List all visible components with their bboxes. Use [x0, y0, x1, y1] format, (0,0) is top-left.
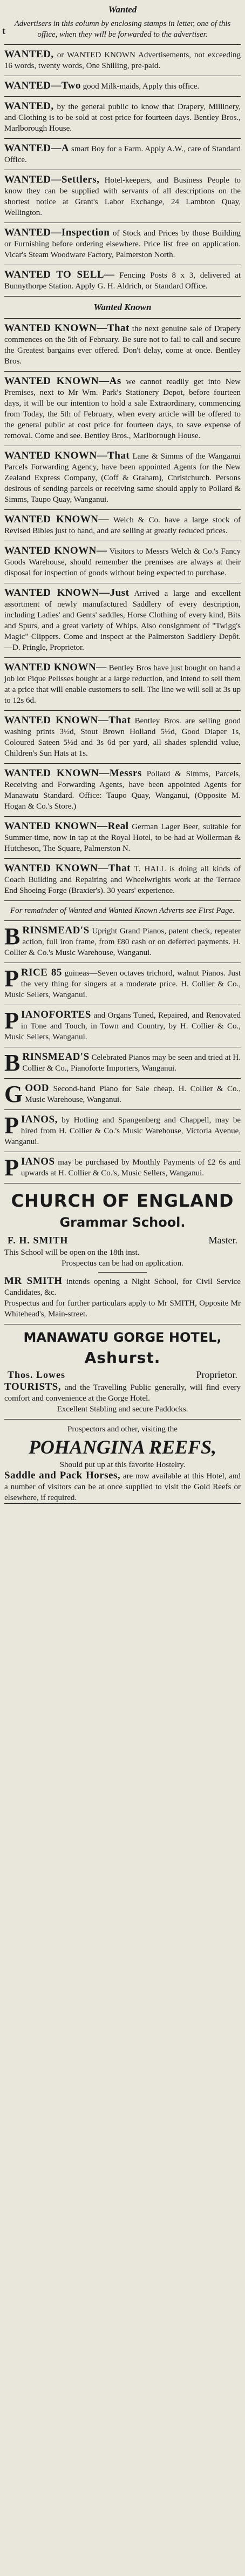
proprietor-name: Thos. Lowes — [8, 1369, 66, 1380]
divider — [4, 138, 241, 139]
ad-lead: WANTED—Inspection — [4, 227, 110, 238]
ad-body: German Lager Beer, suitable for Summer-time, now in tap at the Royal Hotel, to be had at Wollerman & Hutcheson, The Square, Palmerston N. — [4, 823, 241, 853]
ad-body: and the Travelling Public generally, will find every comfort and convenience at the Gorge Hotel. — [4, 1383, 241, 1403]
hotel-extra: Excellent Stabling and secure Paddocks. — [57, 1405, 188, 1414]
ad-body: Pollard & Simms, Parcels, Receiving and Forwarding Agents, have been appointed Agents for Manawatu Standard. Office: Taupo Quay, Wanganui, (Opposite M. Hogan & Co.'s Store.) — [4, 770, 241, 811]
classified-ad — [4, 101, 241, 134]
classified-ad — [4, 588, 241, 653]
ad-body: Upright Grand Pianos, patent check, repeater action, full iron frame, from £80 cash or on deferred payments. H. Collier & Co.'s Music Warehouse, Wanganui. — [4, 927, 241, 957]
ad-lead: WANTED—Two — [4, 80, 81, 91]
classified-ad — [4, 1114, 241, 1147]
ad-lead: Saddle and Pack Horses, — [4, 1470, 121, 1481]
ad-body: Fencing Posts 8 x 3, delivered at Bunnythorpe Station. Apply G. H. Aldrich, or Standard Office. — [4, 271, 241, 291]
school-contact — [4, 1298, 241, 1320]
ad-body: Lane & Simms of the Wanganui Parcels Forwarding Agency, have been appointed Agents for the New Zealand Express Company, (Coff & Graham), Christchurch. Persons desirous of sending parcels or receiving same should apply to Pollard & Simms, Taupo Quay, Wanganui. — [4, 452, 241, 504]
section-masthead-wanted: Wanted — [108, 4, 137, 15]
ad-lead: WANTED KNOWN—Real — [4, 820, 129, 832]
ad-body: Visitors to Messrs Welch & Co.'s Fancy Goods Warehouse, should remember the premises are always at their disposal for inspection of goods without being expected to purchase. — [4, 547, 241, 577]
drop-cap: G — [4, 1081, 23, 1107]
reefs-title: POHANGINA REEFS, — [28, 1436, 217, 1458]
bottom-rule — [4, 1503, 241, 1510]
ad-body: smart Boy for a Farm. Apply A.W., care of Standard Office. — [4, 145, 241, 164]
school-line: Prospectus can be had on application. — [62, 1259, 183, 1268]
school-line: This School will be open on the 18th inst. — [4, 1248, 140, 1257]
contact-body: Mr SMITH, Opposite Mr Whitehead's, Main-street. — [4, 1299, 241, 1319]
margin-mark: t — [2, 25, 5, 36]
classified-ad — [4, 662, 241, 706]
ad-body: Bentley Bros have just bought on hand a job lot Pique Pelisses bought at a large reduction, and intend to sell them at a price that will enable customers to sell. The line we will sell at 3s up to 12s 6d. — [4, 664, 241, 705]
reefs-post: Should put up at this favorite Hostelry. — [59, 1461, 186, 1469]
ad-lead: WANTED TO SELL— — [4, 269, 115, 280]
ad-body: may be purchased by Monthly Payments of £2 6s and upwards at H. Collier & Co.'s, Music Sellers, Wanganui. — [21, 1158, 241, 1178]
ad-body: Hotel-keepers, and Business People to know they can be supplied with servants of all descriptions on the shortest notice at Grant's Labor Exchange, 24 Lambton Quay, Wellington. — [4, 176, 241, 217]
contact-lead: Prospectus and for further particulars apply to — [4, 1299, 155, 1308]
ad-body: Second-hand Piano for Sale cheap. H. Collier & Co., Music Warehouse, Wanganui. — [25, 1085, 241, 1104]
divider — [4, 1078, 241, 1079]
classified-ad — [4, 227, 241, 260]
drop-cap: P — [4, 965, 19, 992]
ad-lead: IANOS — [21, 1156, 55, 1167]
ad-body: Bentley Bros. are selling good washing prints 3½d, Stout Brown Holland 5½d, Good Diaper 1s, Coloured Sateen 5½d and 3s 6d per yard, all shades splendid value, Children's Sun Hats at 1s. — [4, 717, 241, 758]
divider — [4, 657, 241, 658]
classified-ad — [4, 80, 241, 92]
ad-lead: WANTED KNOWN—Messrs — [4, 768, 142, 779]
classified-ad — [4, 768, 241, 812]
reefs-pre: Prospectors and other, visiting the — [67, 1425, 178, 1434]
drop-cap: P — [4, 1112, 19, 1139]
master-role: Master. — [208, 1235, 237, 1246]
divider — [4, 710, 241, 711]
ad-body: and Organs Tuned, Repaired, and Renovated in Tone and Touch, in Town and Country, by H. Collier & Co., Music Sellers, Wanganui. — [4, 1011, 241, 1041]
wanted-ads — [4, 49, 241, 292]
drop-cap: B — [4, 1050, 21, 1076]
ad-lead: WANTED KNOWN— — [4, 545, 107, 556]
ad-lead: RINSMEAD'S — [22, 925, 90, 936]
wanted-known-ads — [4, 323, 241, 896]
divider — [4, 920, 241, 921]
classified-ad — [4, 715, 241, 759]
divider — [4, 296, 241, 297]
ad-body: or WANTED KNOWN Advertisements, not exceeding 16 words, twenty words, One Shilling, pre-paid. — [4, 51, 241, 70]
divider — [4, 44, 241, 45]
gorge-hotel-ad — [4, 1329, 241, 1415]
section-heading-wanted-known: Wanted Known — [93, 302, 152, 312]
school-master-row — [4, 1233, 241, 1247]
ad-body: of Stock and Prices by those Building or Furnishing before ordering elsewhere. Price list free on application. Vicar's Steam Woodware Factory, Palmerston North. — [4, 229, 241, 259]
divider — [4, 318, 241, 319]
school-title: CHURCH OF ENGLAND — [11, 1191, 234, 1211]
ad-lead: OOD — [25, 1082, 50, 1094]
classified-ad — [4, 863, 241, 896]
master-name: F. H. SMITH — [8, 1235, 69, 1246]
ad-lead: WANTED KNOWN—As — [4, 375, 121, 387]
classified-ad — [4, 1083, 241, 1105]
classified-ad — [4, 376, 241, 441]
ad-body: Celebrated Pianos may be seen and tried at H. Collier & Co., Pianoforte Importers, Wanganui. — [22, 1053, 241, 1073]
drop-cap: P — [4, 1007, 19, 1034]
hotel-proprietor-row — [4, 1368, 241, 1382]
classified-ad — [4, 174, 241, 218]
ad-lead: WANTED KNOWN—That — [4, 450, 130, 461]
classified-ad — [4, 546, 241, 579]
intro-notice: Advertisers in this column by enclosing stamps in letter, one of this office, when they will be forwarded to the advertiser. — [14, 19, 231, 39]
divider — [4, 96, 241, 97]
pohangina-reefs-ad — [4, 1424, 241, 1503]
classified-ad — [4, 143, 241, 165]
ad-body: T. HALL is doing all kinds of Coach Building and Repairing and Wheelwrights work at the Terrace End Shoeing Forge (Braxier's). 30 years' experience. — [4, 865, 241, 895]
ad-lead: WANTED, — [4, 49, 54, 60]
ad-lead: WANTED KNOWN—That — [4, 715, 131, 726]
classified-ad — [4, 49, 241, 71]
ad-body: we cannot readily get into New Premises, next to Mr Wm. Park's Stationery Depot, before fourteen days, it will be our intention to hold a sale Extraordinary, commencing from Today, the 5th of February, when every article will be offered to the general public at cost price for fourteen days, to save expense of removal. Come and see. Bentley Bros., Marlborough House. — [4, 378, 241, 440]
ad-body: the next genuine sale of Drapery commences on the 5th of February. Be sure not to fail to call and secure the Greatest bargains ever offered. Don't delay, come at once. Bentley Bros. — [4, 325, 241, 366]
classified-ad — [4, 925, 241, 958]
ad-body: are now available at this Hotel, and a number of visitors can be at once supplied to visit the Gold Reefs or elsewhere, if required. — [4, 1472, 241, 1502]
ad-body: good Milk-maids, Apply this office. — [83, 82, 200, 91]
school-night-notice — [4, 1276, 241, 1298]
ad-lead: TOURISTS, — [4, 1381, 62, 1393]
drop-cap: P — [4, 1154, 19, 1181]
divider — [4, 1419, 241, 1420]
classified-ad — [4, 514, 241, 536]
divider — [4, 763, 241, 764]
ad-body: by the general public to know that Drapery, Millinery, and Clothing is to be sold at cost price for fourteen days. Bentley Bros., Marlborough House. — [4, 103, 241, 133]
ad-body: guineas—Seven octaves trichord, walnut Pianos. Just the very thing for singers at a moderate price. H. Collier & Co., Music Sellers, Wanganui. — [4, 969, 241, 999]
ad-lead: WANTED KNOWN— — [4, 514, 109, 525]
divider — [4, 858, 241, 859]
ad-lead: IANOS, — [21, 1114, 58, 1125]
ad-lead: WANTED KNOWN—That — [4, 863, 131, 874]
ad-lead: WANTED KNOWN—That — [4, 322, 130, 334]
ad-body: intends opening a Night School, for Civil Service Candidates, &c. — [4, 1277, 241, 1297]
classified-ad — [4, 450, 241, 505]
reefs-body — [4, 1470, 241, 1503]
piano-ads — [4, 925, 241, 1179]
classified-ad — [4, 323, 241, 367]
grammar-school-ad — [4, 1190, 241, 1320]
classified-ad — [4, 270, 241, 292]
ad-lead: WANTED KNOWN—Just — [4, 587, 130, 598]
divider — [4, 900, 241, 901]
hotel-title: MANAWATU GORGE HOTEL, — [23, 1330, 222, 1345]
ad-lead: RICE 85 — [21, 967, 62, 978]
drop-cap: B — [4, 923, 21, 950]
ad-lead: WANTED—Settlers, — [4, 174, 100, 185]
ad-lead: RINSMEAD'S — [22, 1051, 90, 1062]
divider — [4, 816, 241, 817]
classified-ad — [4, 1052, 241, 1074]
classified-ad — [4, 1007, 241, 1042]
school-subtitle: Grammar School. — [59, 1215, 186, 1230]
ad-lead: MR SMITH — [4, 1275, 63, 1287]
classified-ad — [4, 821, 241, 854]
ad-body: Arrived a large and excellent assortment of newly manufactured Saddlery of every description, including Ladies' and Gents' saddles, Horse Clothing of every kind, Bits and Spurs, and a great variety of Whips. Also consignment of "Twigg's Magic" Clippers. Come and inspect at the Palmerston Saddlery Depôt.—D. Pringle, Proprietor. — [4, 589, 241, 652]
hotel-place: Ashurst. — [84, 1349, 161, 1367]
ad-body: Welch & Co. have a large stock of Revised Bibles just to hand, and are selling at greatly reduced prices. — [4, 516, 241, 535]
divider — [4, 509, 241, 510]
ad-lead: WANTED, — [4, 100, 54, 112]
classified-ad — [4, 1156, 241, 1179]
divider — [4, 371, 241, 372]
ad-lead: WANTED KNOWN— — [4, 662, 107, 673]
ad-lead: IANOFORTES — [21, 1009, 91, 1020]
known-continuation-notice: For remainder of Wanted and Wanted Known Adverts see First Page. — [10, 906, 235, 915]
ad-lead: WANTED—A — [4, 143, 70, 154]
hotel-body — [4, 1382, 241, 1404]
short-divider — [98, 1272, 147, 1273]
classified-ad — [4, 967, 241, 1000]
divider — [4, 1109, 241, 1110]
proprietor-role: Proprietor. — [196, 1369, 237, 1380]
ad-body: by Hotling and Spangenberg and Chappell, may be hired from H. Collier & Co.'s Music Warehouse, Victoria Avenue, Wanganui. — [4, 1116, 241, 1146]
